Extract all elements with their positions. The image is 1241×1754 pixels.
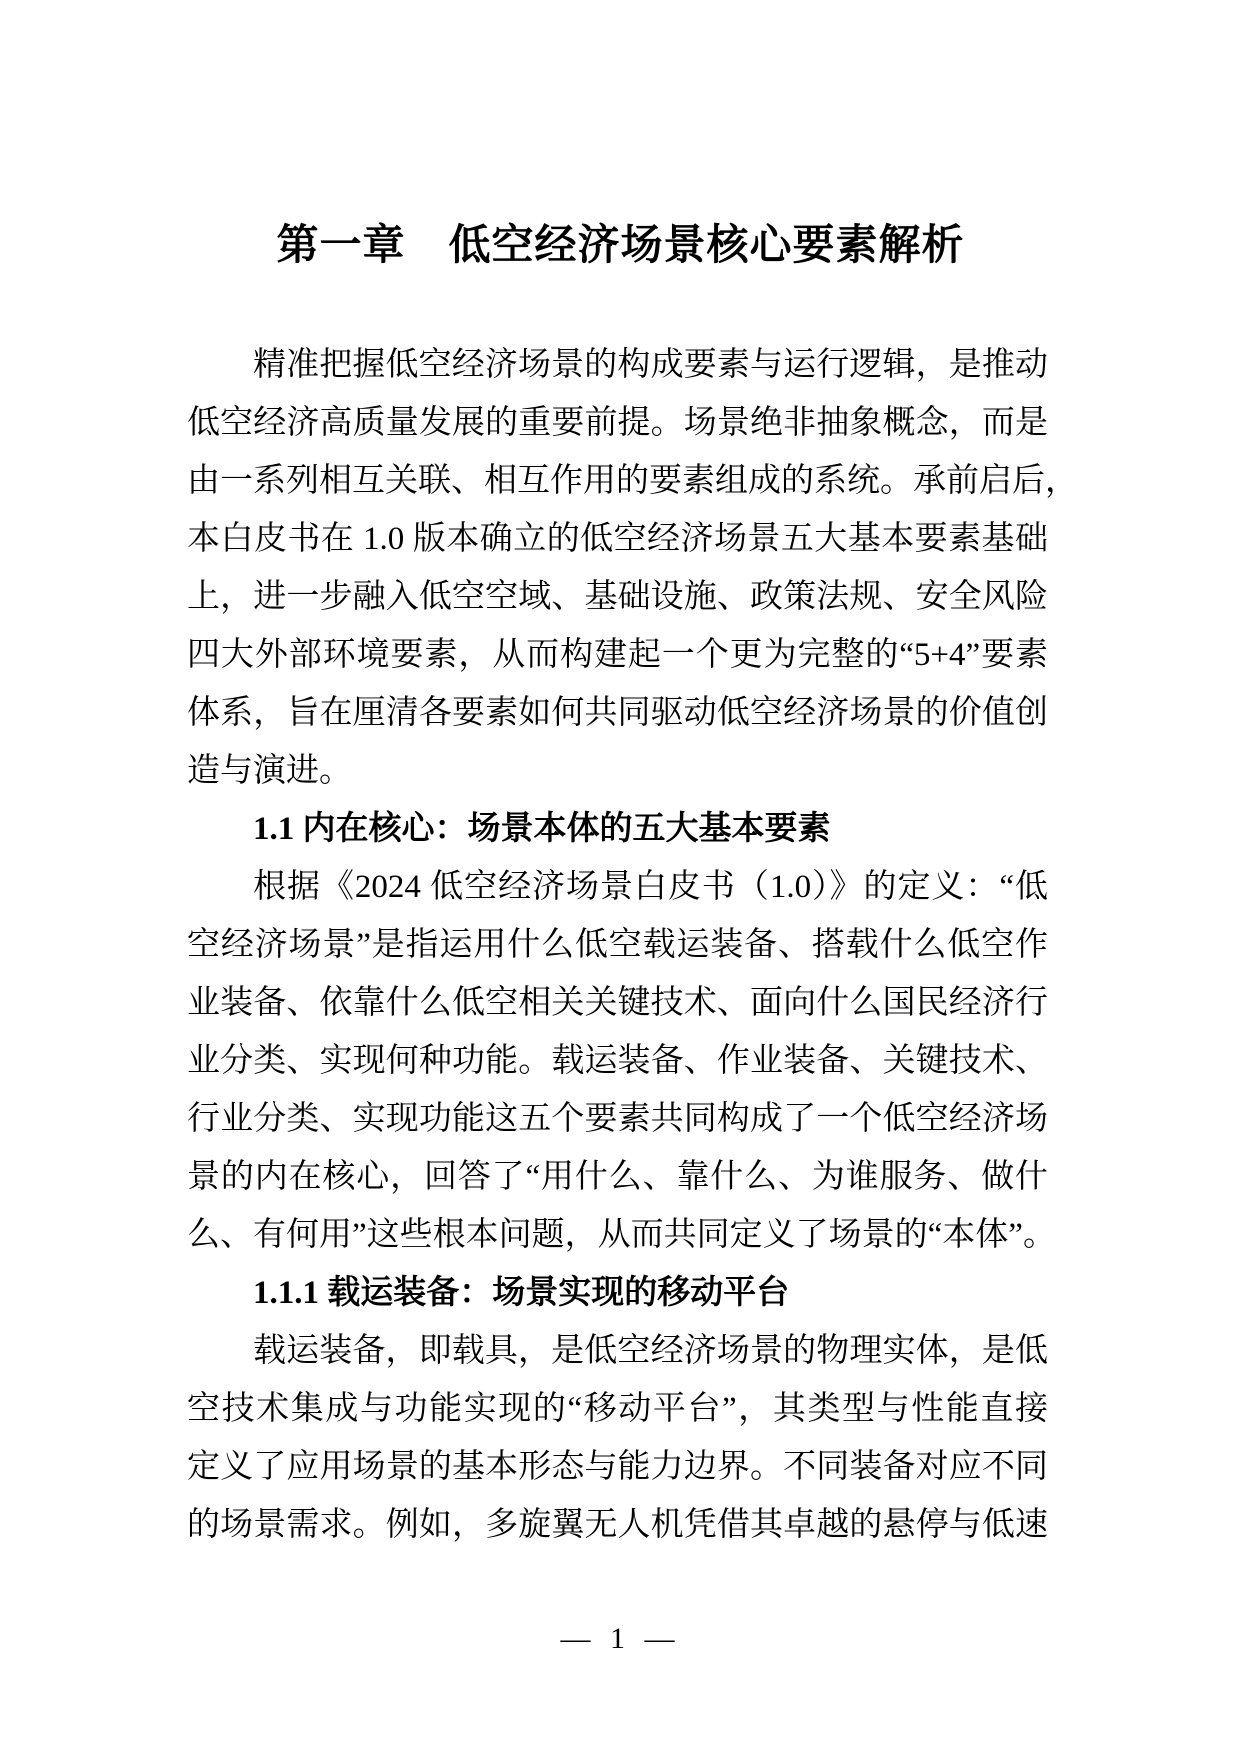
- body-line: 体系，旨在厘清各要素如何共同驱动低空经济场景的价值创: [187, 695, 1048, 731]
- paragraph: [187, 336, 1078, 800]
- section-heading-1-1: 1.1 内在核心：场景本体的五大基本要素: [253, 811, 831, 847]
- body-line: 载运装备，即载具，是低空经济场景的物理实体，是低: [253, 1333, 1048, 1369]
- body-line: 根据《2024 低空经济场景白皮书（1.0）》的定义：“低: [253, 869, 1048, 905]
- body-line: 由一系列相互关联、相互作用的要素组成的系统。承前启后，: [187, 463, 1078, 499]
- body-line: 上，进一步融入低空空域、基础设施、政策法规、安全风险: [187, 579, 1048, 615]
- section-heading-1-1-1: 1.1.1 载运装备：场景实现的移动平台: [253, 1275, 790, 1311]
- page-number: — 1 —: [560, 1622, 681, 1655]
- body-line: 么、有何用”这些根本问题，从而共同定义了场景的“本体”。: [187, 1217, 1056, 1253]
- body-line: 空技术集成与功能实现的“移动平台”，其类型与性能直接: [187, 1391, 1048, 1427]
- document-body: [187, 336, 1078, 1554]
- body-line: 景的内在核心，回答了“用什么、靠什么、为谁服务、做什: [187, 1159, 1048, 1195]
- chapter-title: 第一章 低空经济场景核心要素解析: [276, 223, 965, 269]
- paragraph: [187, 1322, 1048, 1554]
- body-line: 四大外部环境要素，从而构建起一个更为完整的“5+4”要素: [187, 637, 1048, 673]
- paragraph: [187, 858, 1056, 1264]
- body-line: 行业分类、实现功能这五个要素共同构成了一个低空经济场: [187, 1101, 1048, 1137]
- body-line: 精准把握低空经济场景的构成要素与运行逻辑，是推动: [253, 347, 1048, 383]
- body-line: 造与演进。: [187, 753, 352, 789]
- body-line: 业装备、依靠什么低空相关关键技术、面向什么国民经济行: [187, 985, 1048, 1021]
- body-line: 业分类、实现何种功能。载运装备、作业装备、关键技术、: [187, 1043, 1048, 1079]
- body-line: 空经济场景”是指运用什么低空载运装备、搭载什么低空作: [187, 927, 1048, 963]
- body-line: 本白皮书在 1.0 版本确立的低空经济场景五大基本要素基础: [187, 521, 1048, 557]
- body-line: 定义了应用场景的基本形态与能力边界。不同装备对应不同: [187, 1449, 1048, 1485]
- body-line: 低空经济高质量发展的重要前提。场景绝非抽象概念，而是: [187, 405, 1048, 441]
- body-line: 的场景需求。例如，多旋翼无人机凭借其卓越的悬停与低速: [187, 1507, 1048, 1543]
